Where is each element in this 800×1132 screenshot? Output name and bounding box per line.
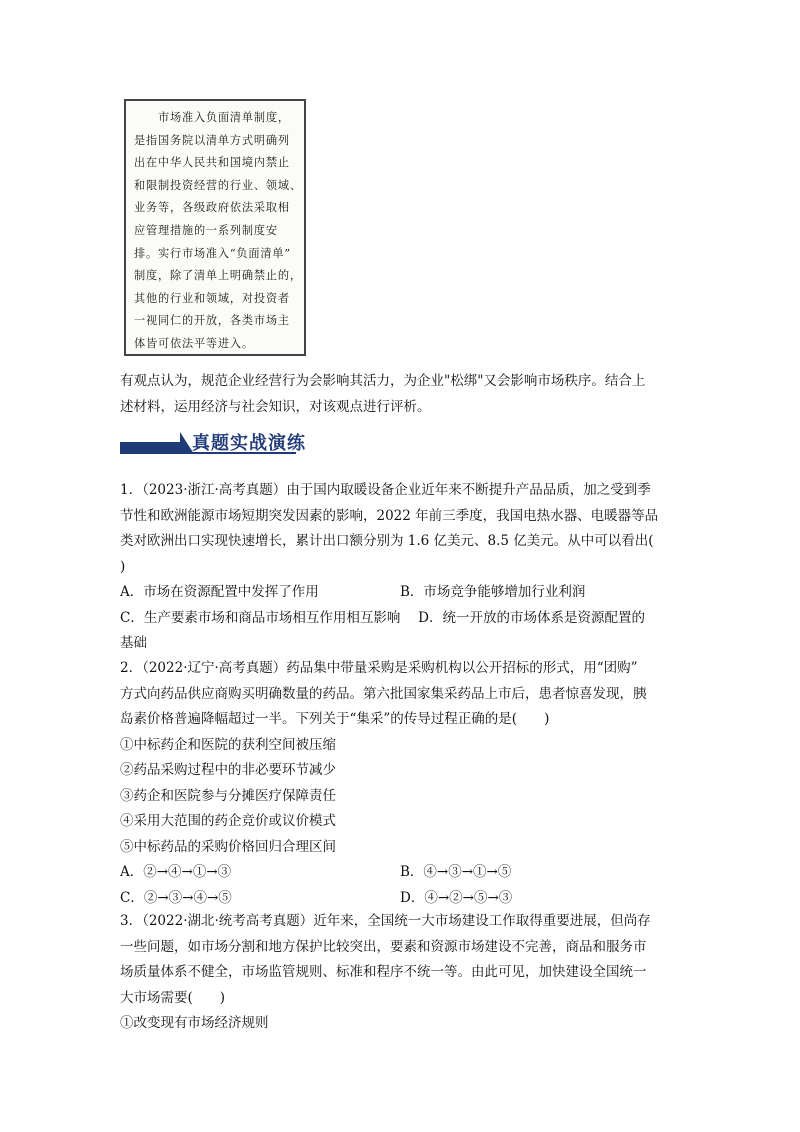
scan-line: 和限制投资经营的行业、领域、	[134, 178, 302, 192]
scan-line: 市场准入负面清单制度，	[158, 111, 290, 124]
question-text-line: 2．（2022·辽宁·高考真题）药品集中带量采购是采购机构以公开招标的形式，用“团购”	[120, 660, 638, 676]
scan-line: 应管理措施的一系列制度安	[134, 223, 278, 237]
scan-line: 体皆可依法平等进入。	[134, 336, 254, 350]
statement-item: ①中标药企和医院的获利空间被压缩	[120, 736, 336, 753]
question-text-line: 1．（2023·浙江·高考真题）由于国内取暖设备企业近年来不断提升产品品质，加之受到季	[120, 482, 651, 498]
scan-line: 一视同仁的开放，各类市场主	[134, 314, 290, 328]
option-a[interactable]: A．市场在资源配置中发挥了作用	[120, 584, 319, 600]
option-row	[120, 580, 695, 606]
question-text-line: 大市场需要( )	[120, 989, 226, 1006]
option-a[interactable]: A．②→④→①→③	[120, 864, 232, 880]
question-text-line: 类对欧洲出口实现快速增长，累计出口额分别为 1.6 亿美元、8.5 亿美元。从中可以看出(	[120, 533, 654, 549]
section-header	[120, 432, 420, 462]
option-c[interactable]: C．②→③→④→⑤	[120, 889, 232, 906]
question-text-line: 场质量体系不健全，市场监管规则、标准和程序不统一等。由此可见，加快建设全国统一	[120, 964, 647, 980]
scan-line: 排。实行市场准入“负面清单”	[134, 246, 291, 260]
scan-line: 是指国务院以清单方式明确列	[134, 133, 290, 147]
question-text-line: 方式向药品供应商购买明确数量的药品。第六批国家集采药品上市后，患者惊喜发现，胰	[120, 685, 647, 702]
intro-line: 述材料，运用经济与社会知识，对该观点进行评析。	[120, 399, 431, 415]
option-b[interactable]: B．④→③→①→⑤	[400, 864, 512, 880]
question-text-line: 节性和欧洲能源市场短期突发因素的影响，2022 年前三季度，我国电热水器、电暖器等品	[120, 507, 659, 524]
question-text-line: 一些问题，如市场分割和地方保护比较突出，要素和资源市场建设不完善，商品和服务市	[120, 938, 647, 955]
scan-line: 业务等，各级政府依法采取相	[134, 201, 290, 215]
section-title: 真题实战演练	[192, 433, 306, 454]
intro-paragraph	[120, 368, 695, 420]
statement-item: ②药品采购过程中的非必要环节减少	[120, 762, 336, 778]
scan-line: 制度，除了清单上明确禁止的，	[134, 269, 302, 283]
question-text-line: 3．（2022·湖北·统考高考真题）近年来，全国统一大市场建设工作取得重要进展，但尚存	[120, 913, 651, 929]
intro-line: 有观点认为，规范企业经营行为会影响其活力，为企业"松绑"又会影响市场秩序。结合上	[120, 373, 646, 389]
scan-line: 其他的行业和领域，对投资者	[134, 291, 290, 305]
scan-line: 出在中华人民共和国境内禁止	[134, 156, 290, 170]
option-row	[120, 886, 695, 912]
question-text-line: )	[120, 558, 126, 575]
scanned-material-image	[124, 99, 306, 356]
question-text-line: 岛素价格普遍降幅超过一半。下列关于“集采”的传导过程正确的是( )	[120, 711, 550, 727]
option-d-continued: 基础	[120, 635, 147, 651]
option-row	[120, 860, 695, 886]
statement-item: ④采用大范围的药企竞价或议价模式	[120, 813, 336, 829]
option-b[interactable]: B．市场竞争能够增加行业利润	[400, 584, 586, 600]
statement-item: ⑤中标药品的采购价格回归合理区间	[120, 838, 336, 855]
statement-item: ③药企和医院参与分摊医疗保障责任	[120, 787, 336, 804]
option-c-d[interactable]: C．生产要素市场和商品市场相互作用相互影响 D．统一开放的市场体系是资源配置的	[120, 609, 645, 626]
question-2	[120, 656, 695, 911]
question-3	[120, 909, 695, 1037]
question-1	[120, 478, 695, 657]
option-d[interactable]: D．④→②→⑤→③	[400, 889, 513, 906]
statement-item: ①改变现有市场经济规则	[120, 1015, 269, 1031]
